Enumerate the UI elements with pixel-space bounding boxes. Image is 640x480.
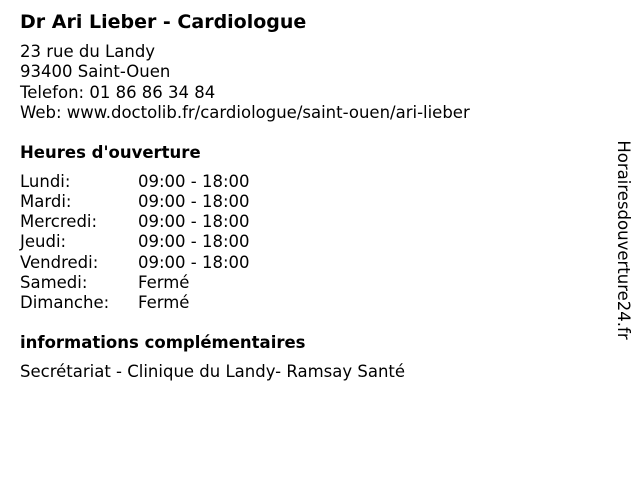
day-label: Vendredi: bbox=[20, 252, 99, 272]
practice-card bbox=[20, 9, 600, 383]
day-label: Lundi: bbox=[20, 172, 71, 192]
hours-row-samedi bbox=[20, 273, 600, 293]
info-text: Secrétariat - Clinique du Landy- Ramsay Santé bbox=[20, 361, 406, 381]
time-value: 09:00 - 18:00 bbox=[138, 212, 250, 232]
hours-row-mercredi bbox=[20, 212, 600, 232]
hours-row-lundi bbox=[20, 172, 600, 192]
info-heading: informations complémentaires bbox=[20, 332, 306, 352]
watermark-text: Horairesdouverture24.fr bbox=[614, 140, 633, 340]
time-value: 09:00 - 18:00 bbox=[138, 252, 250, 272]
time-value: 09:00 - 18:00 bbox=[138, 232, 250, 252]
time-value: Fermé bbox=[138, 292, 190, 312]
hours-row-vendredi bbox=[20, 253, 600, 273]
street-address: 23 rue du Landy bbox=[20, 42, 156, 61]
page-title: Dr Ari Lieber - Cardiologue bbox=[20, 11, 307, 33]
hours-row-dimanche bbox=[20, 293, 600, 313]
time-value: 09:00 - 18:00 bbox=[138, 192, 250, 212]
time-value: 09:00 - 18:00 bbox=[138, 172, 250, 192]
day-label: Samedi: bbox=[20, 272, 88, 292]
phone-number: Telefon: 01 86 86 34 84 bbox=[20, 82, 216, 102]
hours-row-jeudi bbox=[20, 232, 600, 252]
hours-table bbox=[20, 172, 600, 313]
day-label: Jeudi: bbox=[20, 232, 67, 252]
day-label: Mardi: bbox=[20, 192, 72, 212]
day-label: Mercredi: bbox=[20, 212, 98, 232]
address-block bbox=[20, 42, 600, 123]
time-value: Fermé bbox=[138, 272, 190, 292]
city-address: 93400 Saint-Ouen bbox=[20, 62, 171, 82]
day-label: Dimanche: bbox=[20, 292, 110, 312]
hours-row-mardi bbox=[20, 192, 600, 212]
website-link: Web: www.doctolib.fr/cardiologue/saint-ouen/ari-lieber bbox=[20, 102, 470, 122]
hours-heading: Heures d'ouverture bbox=[20, 143, 201, 163]
